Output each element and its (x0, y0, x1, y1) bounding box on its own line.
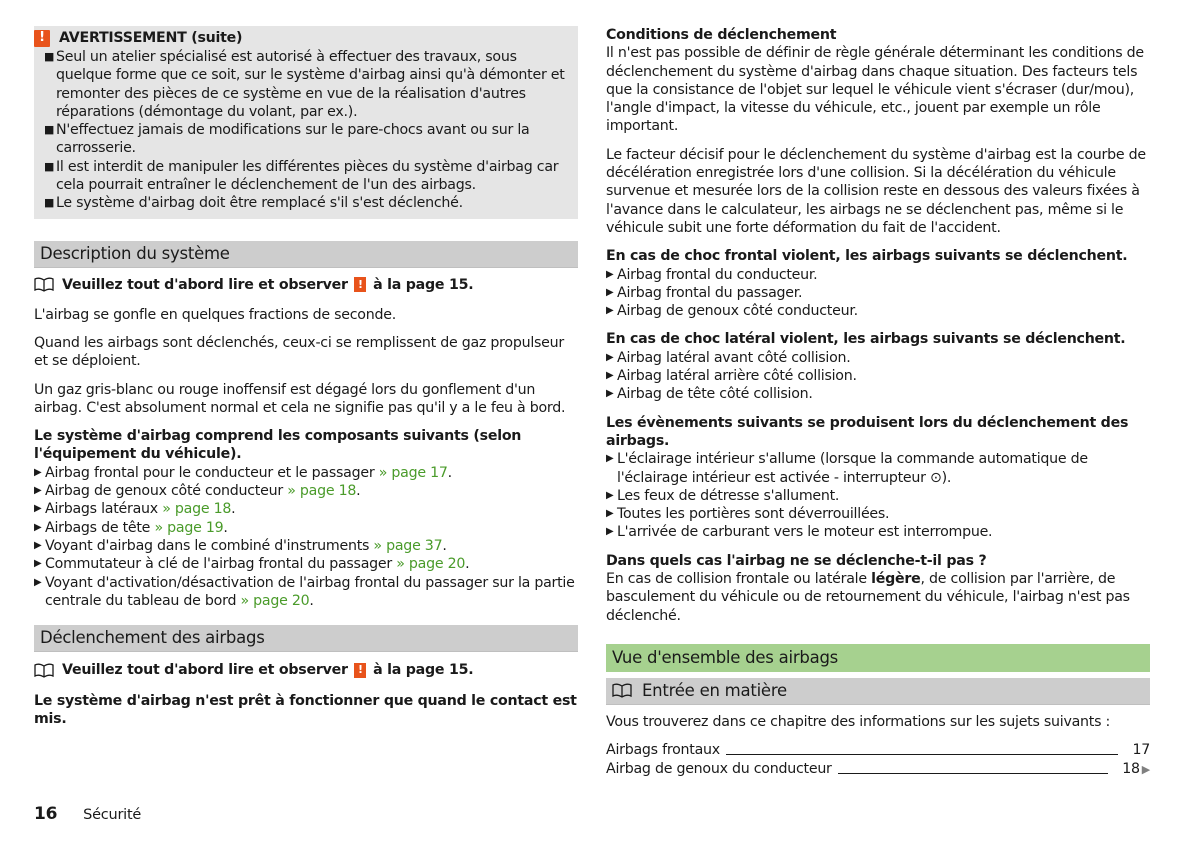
list-item: ▶ Airbag latéral arrière côté collision. (606, 368, 857, 385)
events-title: Les évènements suivants se produisent lors du déclenchement des airbags. (606, 414, 1129, 449)
list-item: ▶ L'éclairage intérieur s'allume (lorsque la commande automatique de l'éclairage intérieur est activée - interrupteur ⊙). (606, 451, 1088, 486)
section-name: Sécurité (83, 807, 142, 823)
list-item: ▶ Commutateur à clé de l'airbag frontal du passager » page 20. (34, 556, 470, 573)
book-icon (34, 277, 54, 292)
section-heading-overview: Vue d'ensemble des airbags (606, 644, 1150, 672)
list-item: ▶ Airbag de genoux côté conducteur » page 18. (34, 483, 361, 500)
page-link[interactable]: » page 18 (162, 501, 232, 518)
conditions-title: Conditions de déclenchement (606, 27, 837, 43)
warning-icon: ! (34, 30, 50, 47)
list-item: ▶ Airbag latéral avant côté collision. (606, 349, 851, 366)
page-number: 16 (34, 804, 58, 824)
list-item: ▶ Airbags de tête » page 19. (34, 519, 228, 536)
page-link[interactable]: » page 17 (378, 464, 448, 481)
continue-arrow-icon: ▶ (1141, 763, 1150, 777)
right-column (606, 26, 1150, 779)
page-link[interactable]: » page 20 (240, 592, 310, 609)
toc-row[interactable]: Airbag de genoux du conducteur 18 ▶ (606, 761, 1150, 778)
warning-title: ! AVERTISSEMENT (suite) (34, 28, 568, 48)
frontal-title: En cas de choc frontal violent, les airbags suivants se déclenchent. (606, 248, 1128, 265)
list-item: ▶ Airbag frontal du passager. (606, 284, 803, 301)
paragraph: Un gaz gris-blanc ou rouge inoffensif est dégagé lors du gonflement d'un airbag. C'est absolument normal et cela ne signifie pas qu'il y a le feu à bord. (34, 381, 566, 416)
activation-note: Le système d'airbag n'est prêt à fonctionner que quand le contact est mis. (34, 693, 577, 728)
list-item: ▶ Voyant d'activation/désactivation de l'airbag frontal du passager sur la partie centrale du tableau de bord » page 20. (34, 574, 575, 609)
book-icon (612, 683, 632, 698)
intro-text: Vous trouverez dans ce chapitre des informations sur les sujets suivants : (606, 713, 1111, 730)
list-item: ▶ L'arrivée de carburant vers le moteur est interrompue. (606, 524, 993, 541)
paragraph: En cas de collision frontale ou latérale légère, de collision par l'arrière, de basculement du véhicule ou de retournement du véhicule, l'airbag n'est pas déclenché. (606, 571, 1130, 624)
page-link[interactable]: » page 19 (154, 519, 224, 536)
page-footer (34, 804, 141, 824)
list-item: ▶ Airbags latéraux » page 18. (34, 501, 236, 518)
read-first-note: Veuillez tout d'abord lire et observer ! à la page 15. (34, 661, 578, 679)
subsection-heading-intro: Entrée en matière (606, 678, 1150, 705)
book-icon (34, 663, 54, 678)
components-title: Le système d'airbag comprend les composants suivants (selon l'équipement du véhicule). (34, 428, 522, 463)
warning-box (34, 26, 578, 219)
warning-icon: ! (354, 663, 366, 678)
list-item: ▶ Voyant d'airbag dans le combiné d'instruments » page 37. (34, 537, 447, 554)
paragraph: Le facteur décisif pour le déclenchement du système d'airbag est la courbe de décélération enregistrée lors d'une collision. Si la décélération du véhicule survenue et mesurée lors de la collision reste en dessous des valeurs fixées à l'avance dans le calculateur, les airbags ne se déclenchent pas, même si le véhicule subit une forte déformation du fait de l'accident. (606, 146, 1146, 236)
warning-item: ■ Seul un atelier spécialisé est autorisé à effectuer des travaux, sous quelque forme que ce soit, sur le système d'airbag ainsi qu'à démonter et remonter des pièces de ce système en vue de la réalisation d'autres réparations (démontage du volant, par ex.). (44, 49, 565, 120)
left-column (34, 26, 578, 729)
warning-item: ■ Il est interdit de manipuler les différentes pièces du système d'airbag car cela pourrait entraîner le déclenchement de l'un des airbags. (44, 158, 559, 194)
list-item: ▶ Toutes les portières sont déverrouillées. (606, 506, 890, 523)
page-reference-link[interactable]: à la page 15. (373, 662, 474, 679)
page-reference-link[interactable]: à la page 15. (373, 276, 474, 293)
paragraph: Quand les airbags sont déclenchés, ceux-ci se remplissent de gaz propulseur et se déploient. (34, 334, 564, 370)
page-link[interactable]: » page 37 (373, 537, 443, 554)
list-item: ▶ Airbag frontal du conducteur. (606, 266, 818, 283)
section-heading-deployment: Déclenchement des airbags (34, 625, 578, 652)
lateral-title: En cas de choc latéral violent, les airbags suivants se déclenchent. (606, 331, 1126, 348)
paragraph: L'airbag se gonfle en quelques fractions de seconde. (34, 306, 396, 323)
leader-line (726, 754, 1119, 755)
no-deploy-title: Dans quels cas l'airbag ne se déclenche-t-il pas ? (606, 552, 987, 569)
components-list (34, 464, 578, 610)
paragraph: Il n'est pas possible de définir de règle générale déterminant les conditions de déclenchement du système d'airbag dans chaque situation. Des facteurs tels que la consistance de l'objet sur lequel le véhicule vient s'écraser (dur/mou), l'angle d'impact, la vitesse du véhicule, etc., jouent par exemple un rôle important. (606, 45, 1144, 135)
read-first-note: Veuillez tout d'abord lire et observer ! à la page 15. (34, 276, 578, 294)
topic-list (606, 741, 1150, 779)
list-item: ▶ Airbag de tête côté collision. (606, 386, 813, 403)
warning-item: ■ N'effectuez jamais de modifications sur le pare-chocs avant ou sur la carrosserie. (44, 122, 530, 157)
page-link[interactable]: » page 20 (396, 556, 466, 573)
leader-line (838, 773, 1109, 774)
warning-icon: ! (354, 277, 366, 292)
list-item: ▶ Airbag de genoux côté conducteur. (606, 303, 858, 320)
section-heading-description: Description du système (34, 241, 578, 268)
warning-item: ■ Le système d'airbag doit être remplacé s'il s'est déclenché. (44, 195, 463, 212)
list-item: ▶ Airbag frontal pour le conducteur et le passager » page 17. (34, 464, 452, 481)
list-item: ▶ Les feux de détresse s'allument. (606, 487, 840, 504)
toc-row[interactable]: Airbags frontaux 17 (606, 742, 1150, 759)
page-link[interactable]: » page 18 (287, 483, 357, 500)
